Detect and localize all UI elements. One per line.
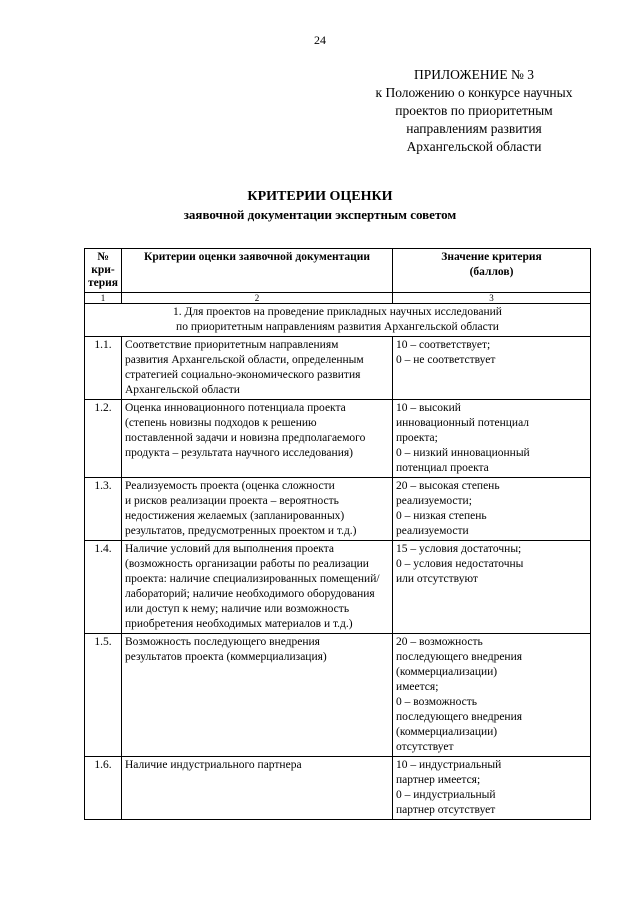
value-line: (коммерциализации): [396, 726, 498, 738]
criterion-line: стратегией социально-экономического развития: [125, 369, 361, 381]
criterion-line: приобретения необходимых материалов и т.д.): [125, 618, 353, 630]
header-number-line: №: [97, 251, 109, 263]
table-header-row: [85, 249, 591, 293]
value-line: (коммерциализации): [396, 666, 498, 678]
criterion-line: (степень новизны подходов к решению: [125, 417, 317, 429]
appendix-line: ПРИЛОЖЕНИЕ № 3: [413, 67, 535, 82]
criterion-line: Архангельской области: [125, 384, 240, 396]
value-line: 0 – условия недостаточны: [396, 558, 524, 570]
criterion-number: 1.2.: [85, 400, 122, 478]
section-line: по приоритетным направлениям развития Архангельской области: [176, 321, 499, 333]
table-row: [85, 337, 591, 400]
value-line: последующего внедрения: [396, 711, 523, 723]
criterion-text: [122, 634, 393, 757]
criterion-number: 1.5.: [85, 634, 122, 757]
value-line: реализуемости;: [396, 495, 472, 507]
value-line: 15 – условия достаточны;: [396, 543, 522, 555]
value-line: 0 – низкая степень: [396, 510, 487, 522]
page-number: 24: [314, 33, 326, 47]
table-row: [85, 757, 591, 820]
section-line: 1. Для проектов на проведение прикладных научных исследований: [173, 306, 502, 318]
appendix-header: [340, 66, 608, 156]
value-line: имеется;: [396, 681, 439, 693]
criteria-table: [84, 248, 591, 820]
section-row: [85, 304, 591, 337]
criterion-number: 1.4.: [85, 541, 122, 634]
section-title: [85, 304, 591, 337]
column-number: 1: [85, 293, 122, 304]
criterion-value: [393, 541, 591, 634]
value-line: 0 – не соответствует: [396, 354, 496, 366]
criterion-text: [122, 757, 393, 820]
criterion-line: (возможность организации работы по реализации: [125, 558, 369, 570]
criterion-number: 1.3.: [85, 478, 122, 541]
criterion-line: Возможность последующего внедрения: [125, 636, 320, 648]
header-criteria-line: Критерии оценки заявочной документации: [143, 251, 371, 263]
column-number: 2: [122, 293, 393, 304]
table-row: [85, 400, 591, 478]
appendix-line: к Положению о конкурсе научных: [375, 85, 573, 100]
criterion-line: Наличие индустриального партнера: [125, 759, 302, 771]
header-criteria: [122, 249, 393, 293]
criterion-line: развития Архангельской области, определенным: [125, 354, 364, 366]
criterion-line: недостижения желаемых (запланированных): [125, 510, 345, 522]
header-value-line: Значение критерия: [441, 251, 542, 263]
criterion-value: [393, 757, 591, 820]
criterion-line: продукта – результата научного исследования): [125, 447, 353, 459]
column-number-row: [85, 293, 591, 304]
criterion-value: [393, 634, 591, 757]
criterion-value: [393, 478, 591, 541]
table-row: [85, 478, 591, 541]
criterion-line: результатов проекта (коммерциализация): [125, 651, 327, 663]
criterion-line: Наличие условий для выполнения проекта: [125, 543, 335, 555]
value-line: проекта;: [396, 432, 438, 444]
criterion-number: 1.1.: [85, 337, 122, 400]
appendix-line: направлениям развития: [406, 121, 542, 136]
header-number: [85, 249, 122, 293]
document-title: КРИТЕРИИ ОЦЕНКИ: [247, 189, 393, 204]
criterion-line: или доступ к нему; наличие или возможность: [125, 603, 350, 615]
criterion-text: [122, 400, 393, 478]
value-line: 0 – возможность: [396, 696, 477, 708]
value-line: 10 – соответствует;: [396, 339, 491, 351]
value-line: инновационный потенциал: [396, 417, 530, 429]
criterion-line: и рисков реализации проекта – вероятность: [125, 495, 339, 507]
header-number-line: терия: [88, 277, 118, 289]
criterion-line: лабораторий; наличие необходимого оборудования: [125, 588, 375, 600]
value-line: последующего внедрения: [396, 651, 523, 663]
column-number: 3: [393, 293, 591, 304]
value-line: 20 – возможность: [396, 636, 483, 648]
value-line: партнер имеется;: [396, 774, 481, 786]
value-line: 20 – высокая степень: [396, 480, 500, 492]
appendix-line: Архангельской области: [406, 139, 542, 154]
criterion-line: Соответствие приоритетным направлениям: [125, 339, 339, 351]
value-line: 10 – высокий: [396, 402, 461, 414]
criterion-text: [122, 337, 393, 400]
criterion-line: Оценка инновационного потенциала проекта: [125, 402, 346, 414]
value-line: или отсутствуют: [396, 573, 478, 585]
value-line: 0 – индустриальный: [396, 789, 496, 801]
criterion-line: проекта: наличие специализированных помещений/: [125, 573, 380, 585]
criterion-value: [393, 400, 591, 478]
table-row: [85, 634, 591, 757]
value-line: 10 – индустриальный: [396, 759, 502, 771]
value-line: партнер отсутствует: [396, 804, 496, 816]
appendix-line: проектов по приоритетным: [395, 103, 553, 118]
header-value-line: (баллов): [469, 266, 514, 278]
criterion-value: [393, 337, 591, 400]
document-subtitle: заявочной документации экспертным советом: [183, 207, 457, 222]
criterion-number: 1.6.: [85, 757, 122, 820]
criterion-line: поставленной задачи и новизна предполагаемого: [125, 432, 366, 444]
value-line: отсутствует: [396, 741, 454, 753]
header-number-line: кри-: [91, 264, 115, 276]
criterion-line: Реализуемость проекта (оценка сложности: [125, 480, 335, 492]
criterion-line: результатов, предусмотренных проектом и т.д.): [125, 525, 357, 537]
criterion-text: [122, 541, 393, 634]
criterion-text: [122, 478, 393, 541]
table-row: [85, 541, 591, 634]
value-line: потенциал проекта: [396, 462, 489, 474]
value-line: 0 – низкий инновационный: [396, 447, 530, 459]
value-line: реализуемости: [396, 525, 469, 537]
header-value: [393, 249, 591, 293]
